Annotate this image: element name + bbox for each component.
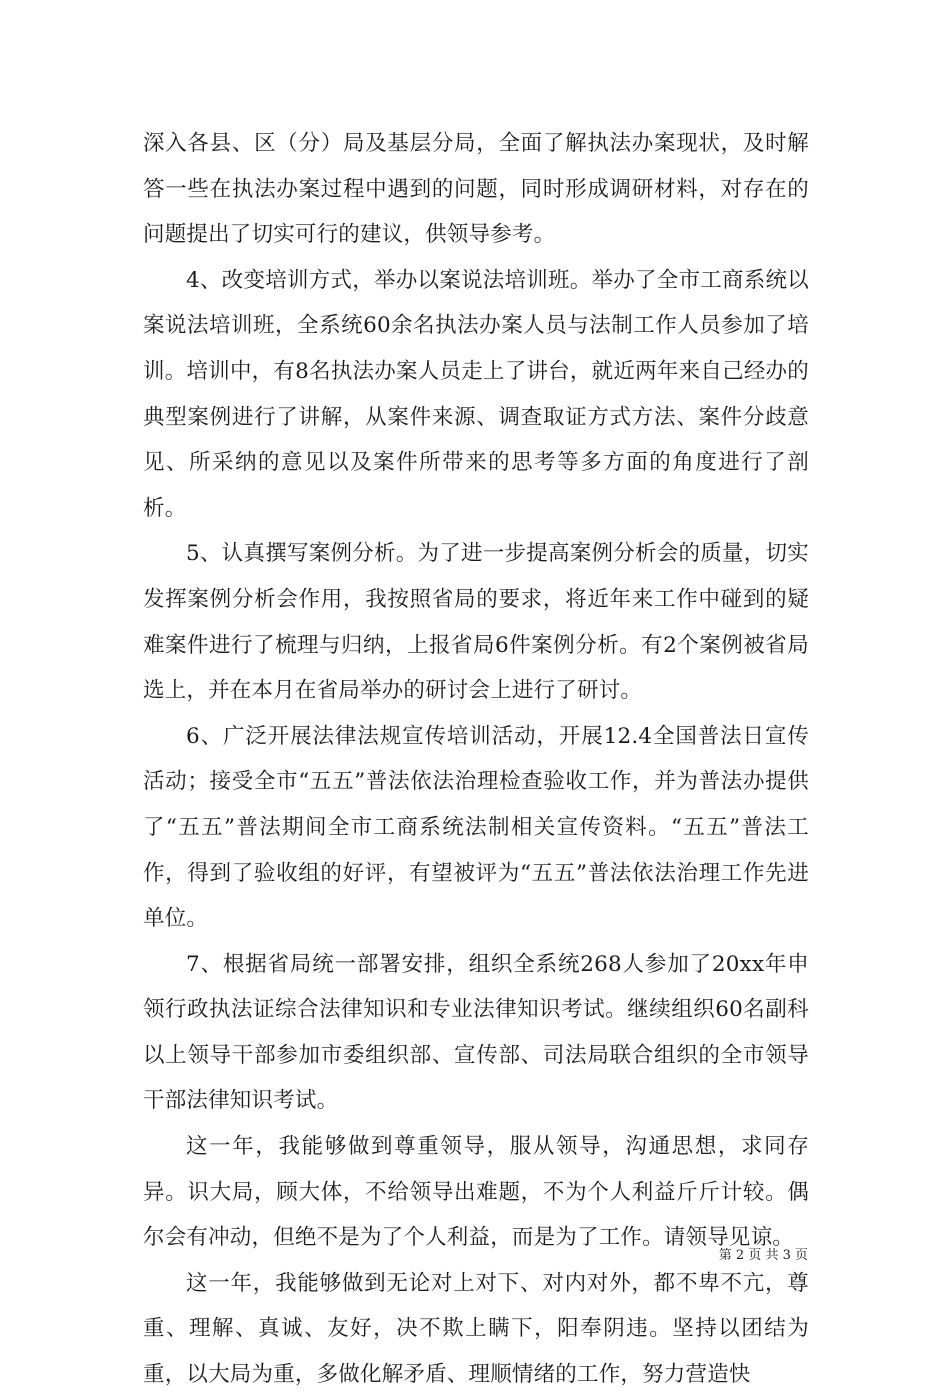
document-body xyxy=(143,121,809,1398)
paragraph-item-6: 6、广泛开展法律法规宣传培训活动，开展12.4全国普法日宣传活动；接受全市“五五”普法依法治理检查验收工作，并为普法办提供了“五五”普法期间全市工商系统法制相关宣传资料。“五五”普法工作，得到了验收组的好评，有望被评为“五五”普法依法治理工作先进单位。 xyxy=(143,723,809,932)
paragraph-relationships: 这一年，我能够做到无论对上对下、对内对外，都不卑不亢，尊重、理解、真诚、友好，决不欺上瞒下，阳奉阴违。坚持以团结为重，以大局为重，多做化解矛盾、理顺情绪的工作，努力营造快 xyxy=(143,1270,809,1388)
paragraph-item-7: 7、根据省局统一部署安排，组织全系统268人参加了20xx年申领行政执法证综合法律知识和专业法律知识考试。继续组织60名副科以上领导干部参加市委组织部、宣传部、司法局联合组织的全市领导干部法律知识考试。 xyxy=(143,951,809,1114)
paragraph-respect-leadership: 这一年，我能够做到尊重领导，服从领导，沟通思想，求同存异。识大局，顾大体，不给领导出难题，不为个人利益斤斤计较。偶尔会有冲动，但绝不是为了个人利益，而是为了工作。请领导见谅。 xyxy=(143,1134,809,1251)
paragraph-item-5: 5、认真撰写案例分析。为了进一步提高案例分析会的质量，切实发挥案例分析会作用，我按照省局的要求，将近年来工作中碰到的疑难案件进行了梳理与归纳，上报省局6件案例分析。有2个案例被省局选上，并在本月在省局举办的研讨会上进行了研讨。 xyxy=(143,541,809,704)
page-number: 第 2 页 共 3 页 xyxy=(718,1248,808,1263)
paragraph-continuation: 深入各县、区（分）局及基层分局，全面了解执法办案现状，及时解答一些在执法办案过程中遇到的问题，同时形成调研材料，对存在的问题提出了切实可行的建议，供领导参考。 xyxy=(143,131,809,248)
paragraph-item-4: 4、改变培训方式，举办以案说法培训班。举办了全市工商系统以案说法培训班，全系统60余名执法办案人员与法制工作人员参加了培训。培训中，有8名执法办案人员走上了讲台，就近两年来自己经办的典型案例进行了讲解，从案件来源、调查取证方式方法、案件分歧意见、所采纳的意见以及案件所带来的思考等多方面的角度进行了剖析。 xyxy=(143,267,809,521)
